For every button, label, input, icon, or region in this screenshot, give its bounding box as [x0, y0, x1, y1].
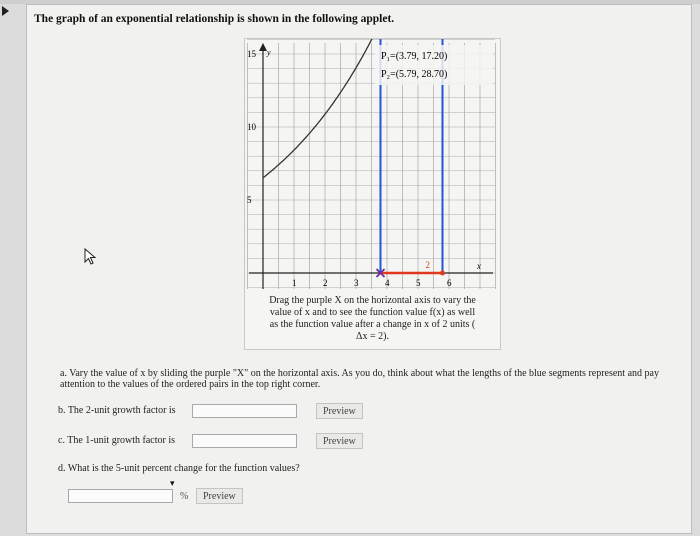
caption-line-4: Δx = 2). [356, 331, 389, 342]
y-tick-label: 5 [247, 195, 252, 205]
growth-factor-1-input[interactable] [192, 434, 297, 448]
x-tick-label: 3 [354, 278, 359, 288]
graph-applet[interactable] [244, 38, 501, 350]
delta-end-dot [440, 271, 445, 276]
applet-caption [245, 295, 500, 343]
x-tick-label: 6 [447, 278, 452, 288]
growth-factor-2-input[interactable] [192, 404, 297, 418]
caption-line-3: as the function value after a change in x of 2 units ( [269, 319, 476, 330]
p1-label: P₁=(3.79, 17.20) [381, 51, 448, 62]
x-tick-label: 2 [323, 278, 328, 288]
preview-button-c[interactable]: Preview [316, 433, 363, 449]
question-b-label: b. The 2-unit growth factor is [58, 405, 176, 416]
preview-button-b[interactable]: Preview [316, 403, 363, 419]
delta-x-label: 2 [425, 260, 430, 270]
y-tick-label: 15 [247, 49, 256, 59]
x-tick-label: 5 [416, 278, 421, 288]
intro-text: The graph of an exponential relationship is shown in the following applet. [34, 13, 395, 25]
x-tick-label: 4 [385, 278, 390, 288]
mouse-cursor-icon [84, 248, 98, 266]
caption-line-2: value of x and to see the function value f(x) as well [269, 307, 476, 318]
question-d-label: d. What is the 5-unit percent change for the function values? [58, 463, 300, 474]
x-tick-labels [292, 278, 452, 288]
caption-line-1: Drag the purple X on the horizontal axis to vary the [269, 295, 476, 306]
x-tick-label: 1 [292, 278, 297, 288]
percent-change-input[interactable] [68, 489, 173, 503]
x-axis-letter: x [477, 261, 481, 271]
percent-unit: % [180, 491, 189, 502]
graph-canvas[interactable] [245, 39, 500, 294]
y-tick-labels [247, 39, 257, 205]
y-axis-arrow [259, 43, 267, 51]
y-tick-label: 10 [247, 122, 256, 132]
p2-label: P₂=(5.79, 28.70) [381, 69, 448, 80]
y-axis-letter: y [267, 48, 271, 57]
preview-button-d[interactable]: Preview [196, 488, 243, 504]
bullet-mark: ▾ [170, 478, 175, 488]
question-a-text: a. Vary the value of x by sliding the purple "X" on the horizontal axis. As you do, think about what the lengths of the blue segments represent and pay attention to the values of the ordered pairs in the top right corner. [60, 368, 659, 390]
corner-arrow-icon [2, 6, 9, 16]
question-c-label: c. The 1-unit growth factor is [58, 435, 176, 446]
